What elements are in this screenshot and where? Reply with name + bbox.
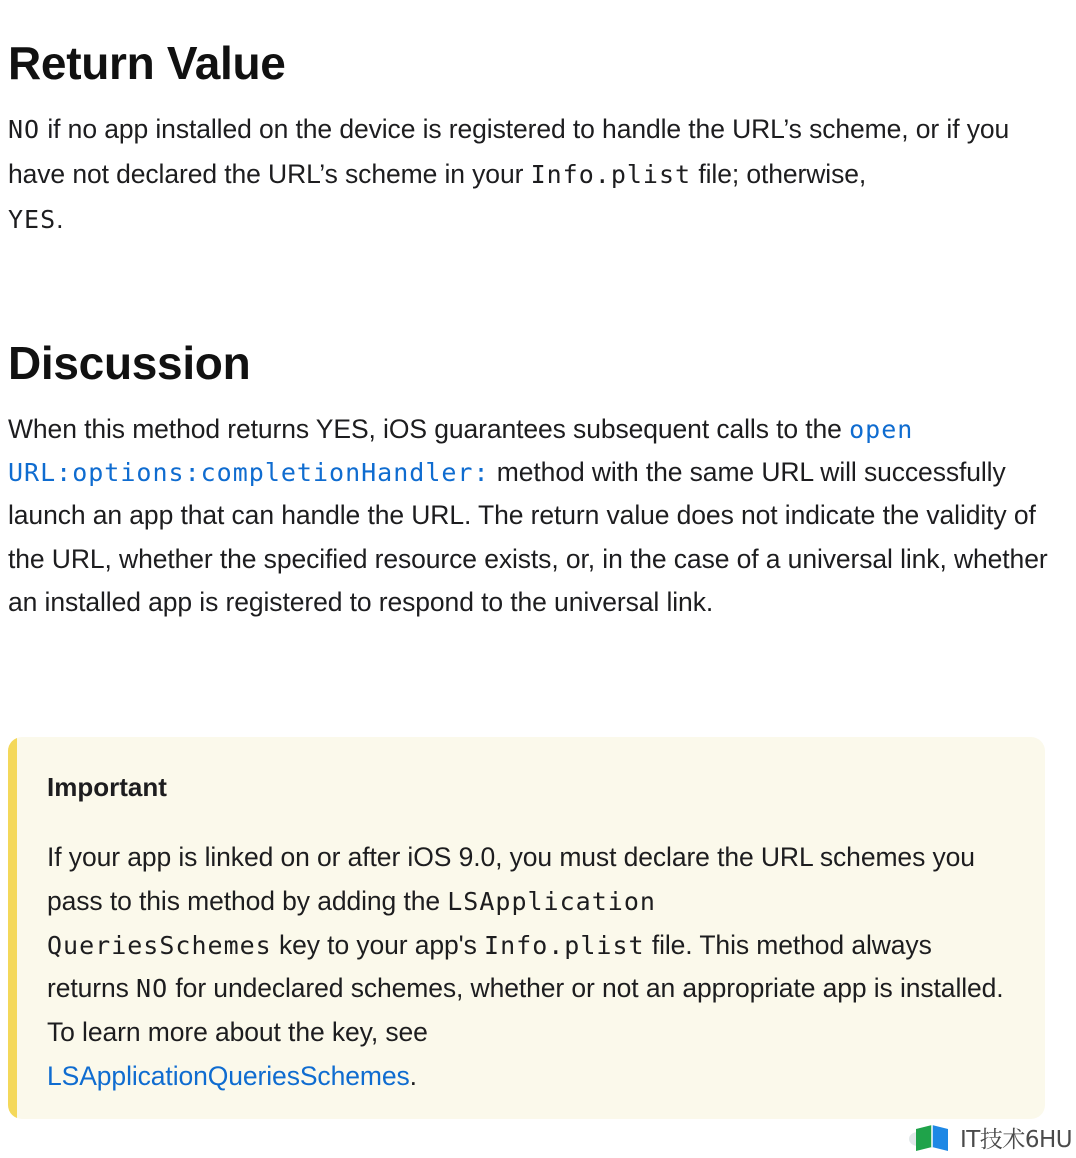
return-value-heading: Return Value [8, 37, 286, 89]
ls-queries-schemes-link[interactable]: LSApplicationQueriesSchemes [47, 1060, 410, 1091]
return-value-text-3: . [56, 204, 64, 234]
return-value-text: if no app installed on the device is registered to handle the URL’s scheme, or if you have not declared the URL’s scheme in your [8, 114, 1010, 189]
discussion-text-2: method with the same URL will successfully launch an app that can handle the URL. The return value does not indicate the validity of the URL, whether the specified resource exists, or, in the case of a universal link, whether an installed app is registered to respond to the universal link. [8, 457, 1048, 617]
discussion-heading: Discussion [8, 337, 251, 389]
important-body [47, 836, 1007, 1099]
important-aside [8, 737, 1045, 1119]
important-text-4: for undeclared schemes, whether or not an appropriate app is installed. To learn more about the key, see [47, 973, 1004, 1048]
ls-key-code-line2: QueriesSchemes [47, 930, 272, 960]
discussion-paragraph [8, 408, 1048, 624]
ls-key-code-line1: LSApplication [447, 886, 656, 916]
important-text-5: . [409, 1060, 417, 1091]
info-plist-code: Info.plist [530, 160, 692, 189]
no-code: NO [8, 115, 41, 144]
important-no-code: NO [136, 974, 169, 1004]
yes-code: YES [8, 205, 57, 234]
watermark [908, 1118, 1072, 1156]
open-url-link-line1[interactable]: open [849, 415, 914, 444]
watermark-text: IT技术6HU [960, 1126, 1073, 1153]
open-url-link-line2[interactable]: URL:options:completionHandler: [8, 458, 490, 488]
important-text-2: key to your app's [271, 929, 485, 960]
return-value-text-2: file; otherwise, [691, 159, 867, 189]
return-value-paragraph [8, 107, 1053, 242]
important-title: Important [47, 772, 167, 802]
important-plist-code: Info.plist [484, 930, 645, 960]
important-text: If your app is linked on or after iOS 9.0, you must declare the URL schemes you pass to this method by adding the [47, 842, 975, 916]
aside-accent-bar [8, 737, 17, 1119]
green-blue-logo-icon [908, 1121, 954, 1153]
discussion-text: When this method returns YES, iOS guarantees subsequent calls to the [8, 414, 850, 444]
important-text-3: file. This method always returns [47, 929, 932, 1004]
